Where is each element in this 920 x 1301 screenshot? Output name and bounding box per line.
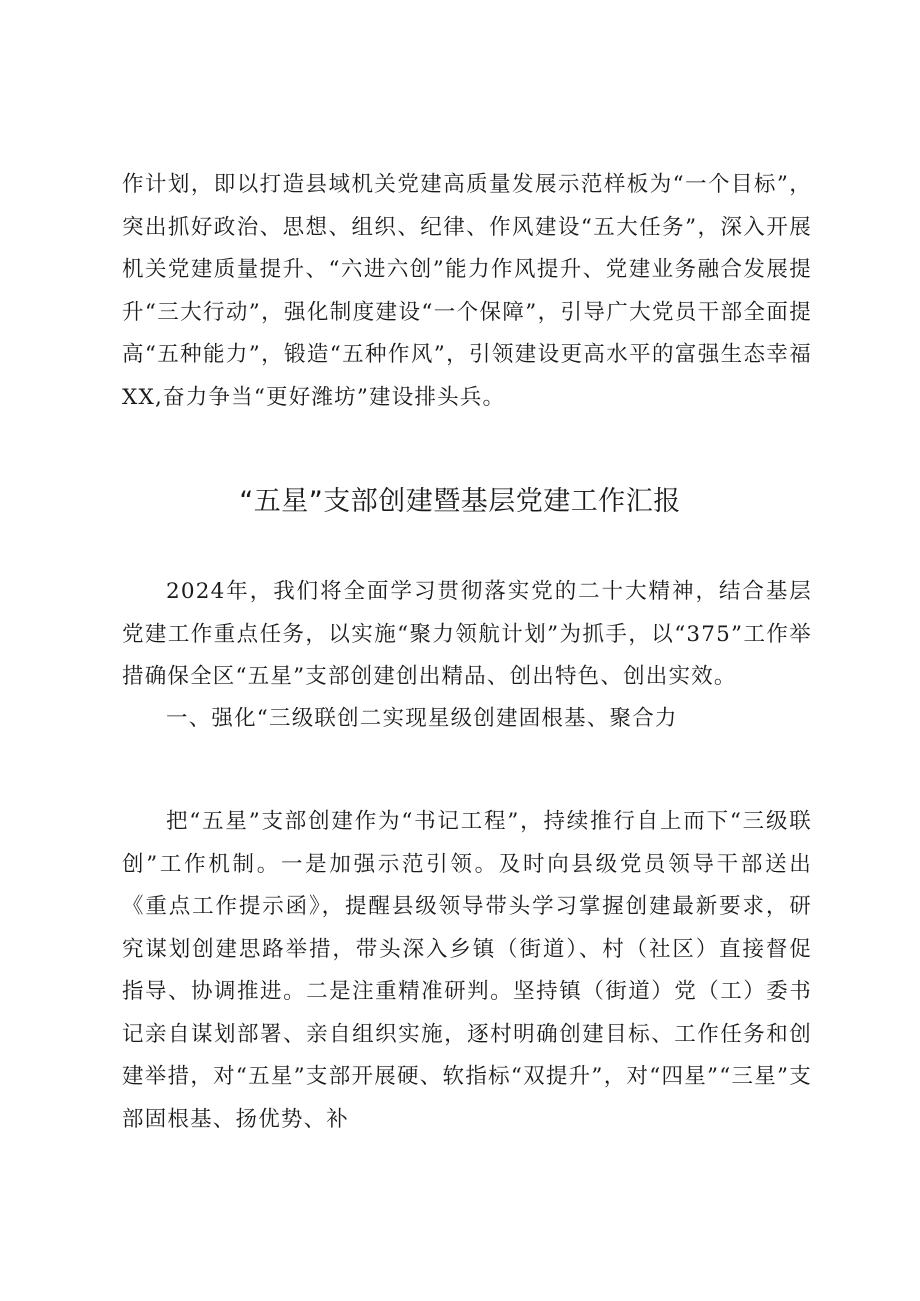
intro-paragraph: 作计划，即以打造县域机关党建高质量发展示范样板为“一个目标”，突出抓好政治、思想、组织、纪律、作风建设“五大任务”，深入开展机关党建质量提升、“六进六创”能力作风提升、党建业务融合发展提升“三大行动”，强化制度建设“一个保障”，引导广大党员干部全面提高“五种能力”，锻造“五种作风”，引领建设更高水平的富强生态幸福XX,奋力争当“更好潍坊”建设排头兵。 (122, 172, 812, 410)
section-paragraph: 把“五星”支部创建作为“书记工程”，持续推行自上而下“三级联创”工作机制。一是加强示范引领。及时向县级党员领导干部送出《重点工作提示函》，提醒县级领导带头学习掌握创建最新要求，研究谋划创建思路举措，带头深入乡镇（街道）、村（社区）直接督促指导、协调推进。二是注重精准研判。坚持镇（街道）党（工）委书记亲自谋划部署、亲自组织实施，逐村明确创建目标、工作任务和创建举措，对“五星”支部开展硬、软指标“双提升”，对“四星”“三星”支部固根基、扬优势、补 (122, 809, 812, 1132)
lead-paragraph: 2024年，我们将全面学习贯彻落实党的二十大精神，结合基层党建工作重点任务，以实施“聚力领航计划”为抓手，以“375”工作举措确保全区“五星”支部创建创出精品、创出特色、创出实效。 (122, 579, 812, 689)
document-title: “五星”支部创建暨基层党建工作汇报 (239, 486, 681, 517)
section-heading: 一、强化“三级联创二实现星级创建固根基、聚合力 (166, 706, 678, 731)
